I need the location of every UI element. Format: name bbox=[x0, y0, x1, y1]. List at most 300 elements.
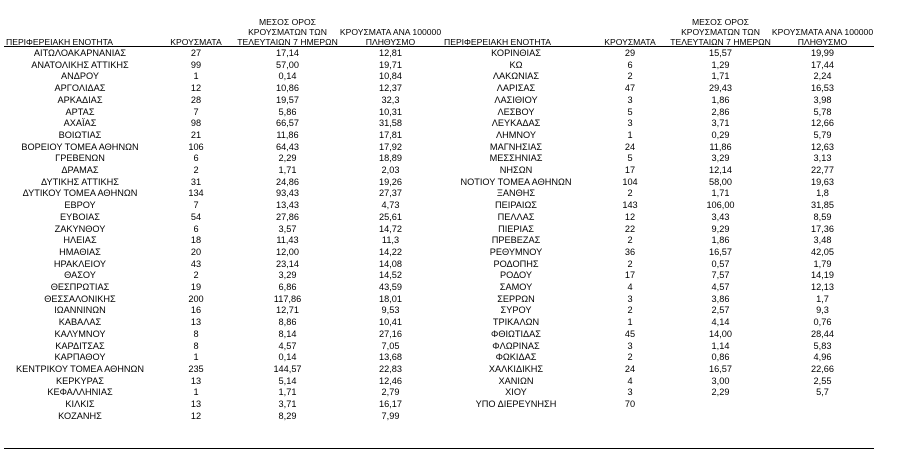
cases-value: 12 bbox=[190, 83, 202, 94]
avg-7-days-value: 19,57 bbox=[276, 94, 299, 105]
cases-value: 8 bbox=[193, 328, 199, 339]
table-row bbox=[4, 376, 442, 388]
avg-7-days-value: 0,14 bbox=[278, 71, 297, 82]
table-row bbox=[4, 107, 442, 119]
cases-per-100k-value: 31,58 bbox=[379, 118, 402, 129]
cases-value: 4 bbox=[627, 282, 633, 293]
table-row bbox=[442, 47, 874, 60]
avg-7-days-value: 66,57 bbox=[276, 118, 299, 129]
cases-value: 20 bbox=[190, 246, 202, 257]
table-row bbox=[4, 305, 442, 317]
cases-per-100k-value: 25,61 bbox=[379, 211, 402, 222]
avg-7-days-value: 11,86 bbox=[709, 141, 732, 152]
avg-7-days-value: 1,71 bbox=[278, 165, 297, 176]
table-row bbox=[442, 352, 874, 364]
table-row bbox=[4, 95, 442, 107]
table-row bbox=[4, 71, 442, 83]
region-name: ΔΥΤΙΚΗΣ ΑΤΤΙΚΗΣ bbox=[41, 176, 119, 187]
cases-value: 7 bbox=[193, 200, 199, 211]
region-name: ΚΑΡΔΙΤΣΑΣ bbox=[55, 340, 105, 351]
table-row bbox=[442, 399, 874, 411]
avg-7-days-value: 10,86 bbox=[276, 83, 299, 94]
cases-per-100k-value: 14,22 bbox=[379, 246, 402, 257]
region-name: ΑΧΑΪΑΣ bbox=[63, 118, 97, 129]
region-name: ΣΕΡΡΩΝ bbox=[497, 293, 535, 304]
cases-value: 17 bbox=[624, 165, 636, 176]
table-row bbox=[442, 376, 874, 388]
avg-7-days-value: 0,86 bbox=[711, 352, 730, 363]
cases-per-100k-value: 5,79 bbox=[813, 129, 832, 140]
region-name: ΚΑΛΥΜΝΟΥ bbox=[54, 328, 106, 339]
region-name: ΚΟΖΑΝΗΣ bbox=[58, 410, 102, 421]
avg-7-days-value: 24,86 bbox=[276, 176, 299, 187]
cases-per-100k-value: 22,77 bbox=[811, 165, 834, 176]
avg-7-days-value: 93,43 bbox=[276, 188, 299, 199]
left-table-body bbox=[4, 47, 442, 423]
region-name: ΗΜΑΘΙΑΣ bbox=[59, 246, 101, 257]
cases-value: 16 bbox=[190, 305, 202, 316]
avg-7-days-value: 1,71 bbox=[278, 387, 297, 398]
avg-7-days-value: 7,57 bbox=[711, 270, 730, 281]
cases-per-100k-value: 27,16 bbox=[379, 328, 402, 339]
avg-7-days-value: 27,86 bbox=[276, 211, 299, 222]
avg-7-days-value: 57,00 bbox=[276, 59, 299, 70]
region-name: ΚΙΛΚΙΣ bbox=[65, 399, 95, 410]
cases-value: 4 bbox=[627, 375, 633, 386]
avg-7-days-value: 0,14 bbox=[278, 352, 297, 363]
cases-value: 5 bbox=[627, 153, 633, 164]
cases-per-100k-value: 27,37 bbox=[379, 188, 402, 199]
avg-7-days-value: 64,43 bbox=[276, 141, 299, 152]
avg-7-days-value: 9,29 bbox=[711, 223, 730, 234]
cases-per-100k-value: 12,81 bbox=[379, 48, 402, 58]
region-name: ΡΟΔΟΠΗΣ bbox=[493, 258, 539, 269]
cases-value: 54 bbox=[190, 211, 202, 222]
avg-7-days-value: 1,71 bbox=[711, 71, 730, 82]
cases-value: 5 bbox=[627, 106, 633, 117]
region-name: ΛΑΣΙΘΙΟΥ bbox=[494, 94, 538, 105]
right-header-row bbox=[442, 9, 874, 47]
header-avg-7-days: ΜΕΣΟΣ ΟΡΟΣ ΚΡΟΥΣΜΑΤΩΝ ΤΩΝ ΤΕΛΕΥΤΑΙΩΝ 7 ΗΜΕΡΩΝ bbox=[237, 17, 338, 47]
table-row bbox=[442, 83, 874, 95]
cases-value: 6 bbox=[193, 153, 199, 164]
cases-per-100k-value: 12,46 bbox=[379, 375, 402, 386]
cases-value: 70 bbox=[624, 399, 636, 410]
region-name: ΝΟΤΙΟΥ ΤΟΜΕΑ ΑΘΗΝΩΝ bbox=[460, 176, 572, 187]
cases-per-100k-value: 14,08 bbox=[379, 258, 402, 269]
cases-per-100k-value: 10,41 bbox=[379, 317, 402, 328]
avg-7-days-value: 3,43 bbox=[711, 211, 730, 222]
cases-value: 2 bbox=[627, 258, 633, 269]
region-name: ΚΕΝΤΡΙΚΟΥ ΤΟΜΕΑ ΑΘΗΝΩΝ bbox=[15, 363, 145, 374]
avg-7-days-value: 3,29 bbox=[278, 270, 297, 281]
cases-per-100k-value: 2,79 bbox=[381, 387, 400, 398]
table-row bbox=[442, 118, 874, 130]
table-row bbox=[442, 212, 874, 224]
table-row bbox=[442, 247, 874, 259]
avg-7-days-value: 2,57 bbox=[711, 305, 730, 316]
cases-value: 45 bbox=[624, 328, 636, 339]
cases-per-100k-value: 2,24 bbox=[813, 71, 832, 82]
cases-value: 7 bbox=[193, 106, 199, 117]
avg-7-days-value: 4,57 bbox=[711, 282, 730, 293]
bottom-rule bbox=[4, 448, 874, 449]
table-row bbox=[4, 130, 442, 142]
table-row bbox=[4, 153, 442, 165]
region-name: ΛΑΡΙΣΑΣ bbox=[496, 83, 536, 94]
region-name: ΡΟΔΟΥ bbox=[499, 270, 532, 281]
avg-7-days-value: 1,29 bbox=[711, 59, 730, 70]
avg-7-days-value: 1,14 bbox=[711, 340, 730, 351]
cases-value: 17 bbox=[624, 270, 636, 281]
table-row bbox=[442, 177, 874, 189]
table-row bbox=[442, 188, 874, 200]
cases-value: 104 bbox=[622, 176, 638, 187]
cases-value: 2 bbox=[627, 305, 633, 316]
cases-per-100k-value: 12,37 bbox=[379, 83, 402, 94]
avg-7-days-value: 3,00 bbox=[711, 375, 730, 386]
cases-per-100k-value: 14,72 bbox=[379, 223, 402, 234]
region-name: ΧΑΝΙΩΝ bbox=[498, 375, 534, 386]
cases-value: 1 bbox=[193, 387, 199, 398]
avg-7-days-value: 106,00 bbox=[706, 200, 735, 211]
table-row bbox=[4, 247, 442, 259]
region-name: ΕΥΒΟΙΑΣ bbox=[60, 211, 100, 222]
cases-per-100k-value: 19,26 bbox=[379, 176, 402, 187]
cases-per-100k-value: 4,96 bbox=[813, 352, 832, 363]
avg-7-days-value: 3,86 bbox=[711, 293, 730, 304]
avg-7-days-value: 12,00 bbox=[276, 246, 299, 257]
cases-value: 19 bbox=[190, 282, 202, 293]
header-cases-per-100k: ΚΡΟΥΣΜΑΤΑ ΑΝΑ 100000 ΠΛΗΘΥΣΜΟ bbox=[339, 27, 442, 47]
cases-value: 36 bbox=[624, 246, 636, 257]
avg-7-days-value: 3,29 bbox=[711, 153, 730, 164]
avg-7-days-value: 58,00 bbox=[709, 176, 732, 187]
cases-per-100k-value: 1,8 bbox=[816, 188, 829, 199]
cases-per-100k-value: 5,78 bbox=[813, 106, 832, 117]
cases-value: 3 bbox=[627, 94, 633, 105]
cases-per-100k-value: 43,59 bbox=[379, 282, 402, 293]
header-underline bbox=[339, 46, 442, 47]
region-name: ΑΝΔΡΟΥ bbox=[60, 71, 99, 82]
table-row bbox=[442, 153, 874, 165]
table-row bbox=[4, 83, 442, 95]
cases-value: 22 bbox=[624, 223, 636, 234]
table-row bbox=[442, 200, 874, 212]
cases-value: 1 bbox=[193, 352, 199, 363]
table-row bbox=[442, 364, 874, 376]
cases-value: 28 bbox=[190, 94, 202, 105]
table-row bbox=[4, 212, 442, 224]
table-row bbox=[442, 259, 874, 271]
cases-value: 18 bbox=[190, 235, 202, 246]
avg-7-days-value: 8,14 bbox=[278, 328, 297, 339]
avg-7-days-value: 5,14 bbox=[278, 375, 297, 386]
cases-per-100k-value: 2,03 bbox=[381, 165, 400, 176]
avg-7-days-value: 0,57 bbox=[711, 258, 730, 269]
table-row bbox=[442, 387, 874, 399]
region-name: ΚΕΦΑΛΛΗΝΙΑΣ bbox=[47, 387, 113, 398]
cases-per-100k-value: 1,7 bbox=[816, 293, 829, 304]
header-underline bbox=[590, 46, 670, 47]
cases-value: 6 bbox=[193, 223, 199, 234]
region-name: ΘΑΣΟΥ bbox=[64, 270, 96, 281]
region-name: ΝΗΣΩΝ bbox=[499, 165, 533, 176]
region-name: ΣΥΡΟΥ bbox=[500, 305, 532, 316]
header-underline bbox=[670, 46, 771, 47]
cases-value: 1 bbox=[627, 317, 633, 328]
region-name: ΡΕΘΥΜΝΟΥ bbox=[489, 246, 543, 257]
cases-value: 3 bbox=[627, 293, 633, 304]
cases-value: 6 bbox=[627, 59, 633, 70]
region-name: ΦΘΙΩΤΙΔΑΣ bbox=[490, 328, 541, 339]
table-row bbox=[442, 317, 874, 329]
region-name: ΘΕΣΣΑΛΟΝΙΚΗΣ bbox=[44, 293, 116, 304]
table-row bbox=[4, 341, 442, 353]
avg-7-days-value: 12,14 bbox=[709, 165, 732, 176]
avg-7-days-value: 16,57 bbox=[709, 363, 732, 374]
region-name: ΧΑΛΚΙΔΙΚΗΣ bbox=[488, 363, 544, 374]
cases-per-100k-value: 10,84 bbox=[379, 71, 402, 82]
avg-7-days-value: 144,57 bbox=[273, 363, 302, 374]
cases-value: 2 bbox=[627, 352, 633, 363]
avg-7-days-value: 6,86 bbox=[278, 282, 297, 293]
avg-7-days-value: 15,57 bbox=[709, 48, 732, 58]
table-row bbox=[442, 305, 874, 317]
cases-per-100k-value: 17,36 bbox=[811, 223, 834, 234]
table-row bbox=[4, 364, 442, 376]
table-row bbox=[4, 329, 442, 341]
cases-per-100k-value: 3,13 bbox=[813, 153, 832, 164]
region-name: ΗΛΕΙΑΣ bbox=[63, 235, 97, 246]
avg-7-days-value: 3,71 bbox=[278, 399, 297, 410]
table-row bbox=[442, 329, 874, 341]
header-underline bbox=[771, 46, 874, 47]
table-row bbox=[4, 142, 442, 154]
cases-value: 134 bbox=[188, 188, 204, 199]
region-name: ΛΕΥΚΑΔΑΣ bbox=[491, 118, 541, 129]
table-row bbox=[4, 200, 442, 212]
avg-7-days-value: 23,14 bbox=[276, 258, 299, 269]
cases-per-100k-value: 32,3 bbox=[381, 94, 400, 105]
region-name: ΗΡΑΚΛΕΙΟΥ bbox=[53, 258, 107, 269]
region-name: ΛΑΚΩΝΙΑΣ bbox=[492, 71, 540, 82]
cases-per-100k-value: 0,76 bbox=[813, 317, 832, 328]
region-name: ΞΑΝΘΗΣ bbox=[496, 188, 536, 199]
avg-7-days-value: 4,57 bbox=[278, 340, 297, 351]
header-underline bbox=[236, 46, 339, 47]
cases-per-100k-value: 3,98 bbox=[813, 94, 832, 105]
region-name: ΣΑΜΟΥ bbox=[499, 282, 533, 293]
cases-per-100k-value: 11,3 bbox=[381, 235, 400, 246]
cases-value: 13 bbox=[190, 399, 202, 410]
region-name: ΚΕΡΚΥΡΑΣ bbox=[56, 375, 104, 386]
header-cases: ΚΡΟΥΣΜΑΤΑ bbox=[170, 37, 222, 47]
region-name: ΕΒΡΟΥ bbox=[64, 200, 96, 211]
table-row bbox=[4, 235, 442, 247]
cases-per-100k-value: 16,17 bbox=[379, 399, 402, 410]
avg-7-days-value: 12,71 bbox=[276, 305, 299, 316]
cases-value: 24 bbox=[624, 363, 636, 374]
avg-7-days-value bbox=[670, 399, 771, 411]
table-row bbox=[442, 130, 874, 142]
region-name: ΚΟΡΙΝΘΙΑΣ bbox=[491, 48, 541, 58]
table-row bbox=[4, 165, 442, 177]
region-name: ΑΡΓΟΛΙΔΑΣ bbox=[54, 83, 106, 94]
cases-value: 2 bbox=[193, 165, 199, 176]
cases-value: 143 bbox=[622, 200, 638, 211]
cases-per-100k-value: 16,53 bbox=[811, 83, 834, 94]
avg-7-days-value: 11,86 bbox=[276, 129, 299, 140]
cases-per-100k-value: 9,3 bbox=[816, 305, 829, 316]
cases-per-100k-value: 18,89 bbox=[379, 153, 402, 164]
region-name: ΙΩΑΝΝΙΝΩΝ bbox=[54, 305, 106, 316]
cases-value: 27 bbox=[190, 48, 202, 58]
cases-value: 8 bbox=[193, 340, 199, 351]
cases-value: 29 bbox=[624, 48, 636, 58]
cases-value: 31 bbox=[190, 176, 202, 187]
cases-per-100k-value: 12,63 bbox=[811, 141, 834, 152]
cases-per-100k-value: 19,71 bbox=[379, 59, 402, 70]
cases-per-100k-value: 19,63 bbox=[811, 176, 834, 187]
cases-per-100k-value: 12,66 bbox=[811, 118, 834, 129]
cases-per-100k-value: 28,44 bbox=[811, 328, 834, 339]
table-row bbox=[442, 142, 874, 154]
avg-7-days-value: 14,00 bbox=[709, 328, 732, 339]
table-row bbox=[4, 317, 442, 329]
cases-value: 2 bbox=[627, 71, 633, 82]
cases-per-100k-value: 5,7 bbox=[816, 387, 829, 398]
cases-per-100k-value: 8,59 bbox=[813, 211, 832, 222]
table-row bbox=[442, 60, 874, 72]
avg-7-days-value: 2,29 bbox=[711, 387, 730, 398]
table-row bbox=[442, 294, 874, 306]
avg-7-days-value: 16,57 bbox=[709, 246, 732, 257]
cases-value: 2 bbox=[627, 188, 633, 199]
cases-value: 1 bbox=[193, 71, 199, 82]
region-name: ΥΠΟ ΔΙΕΡΕΥΝΗΣΗ bbox=[475, 399, 557, 410]
avg-7-days-value: 17,14 bbox=[276, 48, 299, 58]
cases-per-100k-value: 7,05 bbox=[381, 340, 400, 351]
cases-value: 21 bbox=[190, 129, 202, 140]
cases-per-100k-value: 2,55 bbox=[813, 375, 832, 386]
cases-per-100k-value: 12,13 bbox=[811, 282, 834, 293]
header-region: ΠΕΡΙΦΕΡΕΙΑΚΗ ΕΝΟΤΗΤΑ bbox=[6, 37, 113, 47]
cases-value: 2 bbox=[627, 235, 633, 246]
header-cases: ΚΡΟΥΣΜΑΤΑ bbox=[604, 37, 656, 47]
table-row bbox=[4, 282, 442, 294]
cases-per-100k-value: 13,68 bbox=[379, 352, 402, 363]
avg-7-days-value: 8,29 bbox=[278, 410, 297, 421]
cases-value: 13 bbox=[190, 317, 202, 328]
region-name: ΚΑΒΑΛΑΣ bbox=[58, 317, 102, 328]
avg-7-days-value: 5,86 bbox=[278, 106, 297, 117]
cases-per-100k-value: 22,66 bbox=[811, 363, 834, 374]
table-row bbox=[442, 95, 874, 107]
header-region: ΠΕΡΙΦΕΡΕΙΑΚΗ ΕΝΟΤΗΤΑ bbox=[444, 37, 551, 47]
region-name: ΚΩ bbox=[509, 59, 523, 70]
table-row bbox=[442, 165, 874, 177]
cases-value: 235 bbox=[188, 363, 204, 374]
avg-7-days-value: 4,14 bbox=[711, 317, 730, 328]
header-cases-per-100k: ΚΡΟΥΣΜΑΤΑ ΑΝΑ 100000 ΠΛΗΘΥΣΜΟ bbox=[771, 27, 874, 47]
avg-7-days-value: 1,86 bbox=[711, 235, 730, 246]
cases-value: 43 bbox=[190, 258, 202, 269]
cases-value: 1 bbox=[627, 129, 633, 140]
avg-7-days-value: 117,86 bbox=[273, 293, 302, 304]
region-name: ΦΛΩΡΙΝΑΣ bbox=[492, 340, 540, 351]
cases-value: 3 bbox=[627, 118, 633, 129]
table-row bbox=[4, 118, 442, 130]
cases-per-100k-value: 17,44 bbox=[811, 59, 834, 70]
table-row bbox=[4, 224, 442, 236]
cases-per-100k-value: 9,53 bbox=[381, 305, 400, 316]
region-name: ΒΟΙΩΤΙΑΣ bbox=[58, 129, 102, 140]
avg-7-days-value: 29,43 bbox=[709, 83, 732, 94]
cases-per-100k-value: 14,52 bbox=[379, 270, 402, 281]
region-name: ΚΑΡΠΑΘΟΥ bbox=[54, 352, 106, 363]
cases-value: 3 bbox=[627, 387, 633, 398]
cases-per-100k-value: 31,85 bbox=[811, 200, 834, 211]
cases-per-100k-value: 1,79 bbox=[813, 258, 832, 269]
cases-value: 24 bbox=[624, 141, 636, 152]
table-row bbox=[4, 387, 442, 399]
avg-7-days-value: 13,43 bbox=[276, 200, 299, 211]
table-row bbox=[442, 270, 874, 282]
cases-value: 12 bbox=[190, 410, 202, 421]
cases-per-100k-value: 3,48 bbox=[813, 235, 832, 246]
table-row bbox=[4, 294, 442, 306]
cases-value: 3 bbox=[627, 340, 633, 351]
region-name: ΠΕΙΡΑΙΩΣ bbox=[495, 200, 537, 211]
cases-per-100k-value: 7,99 bbox=[381, 410, 400, 421]
cases-value: 200 bbox=[188, 293, 204, 304]
region-name: ΤΡΙΚΑΛΩΝ bbox=[492, 317, 540, 328]
avg-7-days-value: 2,29 bbox=[278, 153, 297, 164]
cases-value: 106 bbox=[188, 141, 204, 152]
table-row bbox=[442, 282, 874, 294]
region-name: ΑΙΤΩΛΟΑΚΑΡΝΑΝΙΑΣ bbox=[33, 48, 127, 58]
avg-7-days-value: 1,71 bbox=[711, 188, 730, 199]
cases-per-100k-value: 17,81 bbox=[379, 129, 402, 140]
region-name: ΠΡΕΒΕΖΑΣ bbox=[491, 235, 541, 246]
table-row bbox=[442, 107, 874, 119]
table-row bbox=[4, 352, 442, 364]
avg-7-days-value: 2,86 bbox=[711, 106, 730, 117]
table-row bbox=[4, 47, 442, 60]
region-name: ΛΕΣΒΟΥ bbox=[497, 106, 535, 117]
avg-7-days-value: 0,29 bbox=[711, 129, 730, 140]
avg-7-days-value: 8,86 bbox=[278, 317, 297, 328]
region-name: ΜΑΓΝΗΣΙΑΣ bbox=[489, 141, 543, 152]
cases-value: 2 bbox=[193, 270, 199, 281]
cases-per-100k-value: 5,83 bbox=[813, 340, 832, 351]
cases-value: 13 bbox=[190, 375, 202, 386]
region-name: ΒΟΡΕΙΟΥ ΤΟΜΕΑ ΑΘΗΝΩΝ bbox=[21, 141, 139, 152]
cases-per-100k-value: 42,05 bbox=[811, 246, 834, 257]
region-name: ΑΡΚΑΔΙΑΣ bbox=[57, 94, 103, 105]
table-row bbox=[4, 411, 442, 423]
table-row bbox=[442, 341, 874, 353]
cases-per-100k-value: 18,01 bbox=[379, 293, 402, 304]
table-row bbox=[442, 235, 874, 247]
avg-7-days-value: 1,86 bbox=[711, 94, 730, 105]
table-row bbox=[4, 188, 442, 200]
table-row bbox=[442, 71, 874, 83]
region-name: ΔΡΑΜΑΣ bbox=[61, 165, 99, 176]
table-row bbox=[442, 224, 874, 236]
cases-value: 47 bbox=[624, 83, 636, 94]
